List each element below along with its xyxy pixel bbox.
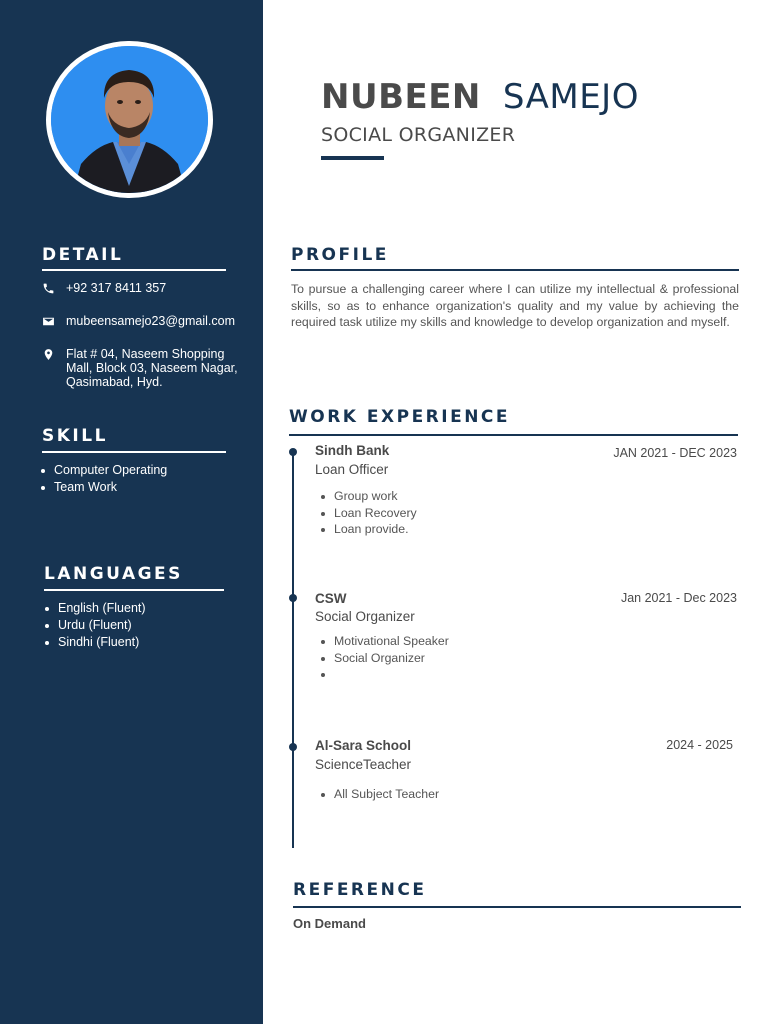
job-duties — [320, 633, 449, 683]
job-company: CSW — [315, 591, 347, 606]
job-role: SOCIAL ORGANIZER — [321, 124, 516, 146]
contact-phone — [40, 281, 166, 295]
detail-heading: DETAIL — [42, 245, 124, 265]
job-dates: Jan 2021 - Dec 2023 — [620, 591, 737, 605]
profile-photo — [46, 41, 213, 198]
list-item: Computer Operating — [40, 462, 167, 479]
list-item: Sindhi (Fluent) — [44, 634, 146, 651]
job-duties — [320, 786, 439, 803]
timeline-dot — [289, 448, 297, 456]
job-title: Loan Officer — [315, 462, 389, 477]
detail-divider — [42, 269, 226, 271]
job-title: ScienceTeacher — [315, 757, 412, 772]
timeline-line — [292, 452, 294, 848]
contact-address — [40, 347, 241, 389]
list-item: Motivational Speaker — [320, 633, 449, 650]
last-name: SAMEJO — [502, 77, 639, 117]
list-item — [320, 666, 449, 683]
profile-divider — [291, 269, 739, 271]
location-pin-icon — [40, 347, 56, 361]
work-experience-heading: WORK EXPERIENCE — [289, 407, 511, 427]
contact-email — [40, 314, 235, 328]
sidebar — [0, 0, 263, 1024]
list-item: Group work — [320, 488, 417, 505]
first-name: NUBEEN — [321, 77, 481, 117]
skills-list — [40, 462, 167, 496]
reference-heading: REFERENCE — [293, 880, 427, 900]
timeline-dot — [289, 743, 297, 751]
profile-heading: PROFILE — [291, 245, 389, 265]
email-address[interactable]: mubeensamejo23@gmail.com — [66, 314, 236, 328]
list-item: Social Organizer — [320, 650, 449, 667]
job-dates: JAN 2021 - DEC 2023 — [613, 446, 737, 460]
avatar — [51, 46, 208, 193]
job-dates: 2024 - 2025 — [666, 738, 733, 752]
phone-icon — [40, 281, 56, 295]
job-company: Al-Sara School — [315, 738, 412, 753]
list-item: Loan Recovery — [320, 505, 417, 522]
list-item: English (Fluent) — [44, 600, 146, 617]
role-accent-bar — [321, 156, 384, 160]
job-company: Sindh Bank — [315, 443, 390, 458]
profile-text: To pursue a challenging career where I can utilize my intellectual & professional skills, so as to enhance organization's quality and my value by achieving the required task utilize my skills and knowledge to develop organization and myself. — [291, 282, 739, 329]
work-divider — [289, 434, 738, 436]
languages-divider — [44, 589, 224, 591]
languages-heading: LANGUAGES — [44, 564, 183, 584]
phone-number[interactable]: +92 317 8411 357 — [66, 281, 167, 295]
list-item: All Subject Teacher — [320, 786, 439, 803]
full-name — [321, 77, 639, 117]
timeline-dot — [289, 594, 297, 602]
reference-divider — [293, 906, 741, 908]
list-item: Team Work — [40, 479, 167, 496]
job-duties — [320, 488, 417, 538]
job-title: Social Organizer — [315, 609, 415, 624]
skill-heading: SKILL — [42, 426, 108, 446]
address-text: Flat # 04, Naseem Shopping Mall, Block 03, Naseem Nagar, Qasimabad, Hyd. — [66, 347, 238, 389]
languages-list — [44, 600, 146, 651]
list-item: Loan provide. — [320, 521, 417, 538]
skill-divider — [42, 451, 226, 453]
list-item: Urdu (Fluent) — [44, 617, 146, 634]
reference-text: On Demand — [293, 916, 366, 931]
mail-icon — [40, 314, 56, 328]
